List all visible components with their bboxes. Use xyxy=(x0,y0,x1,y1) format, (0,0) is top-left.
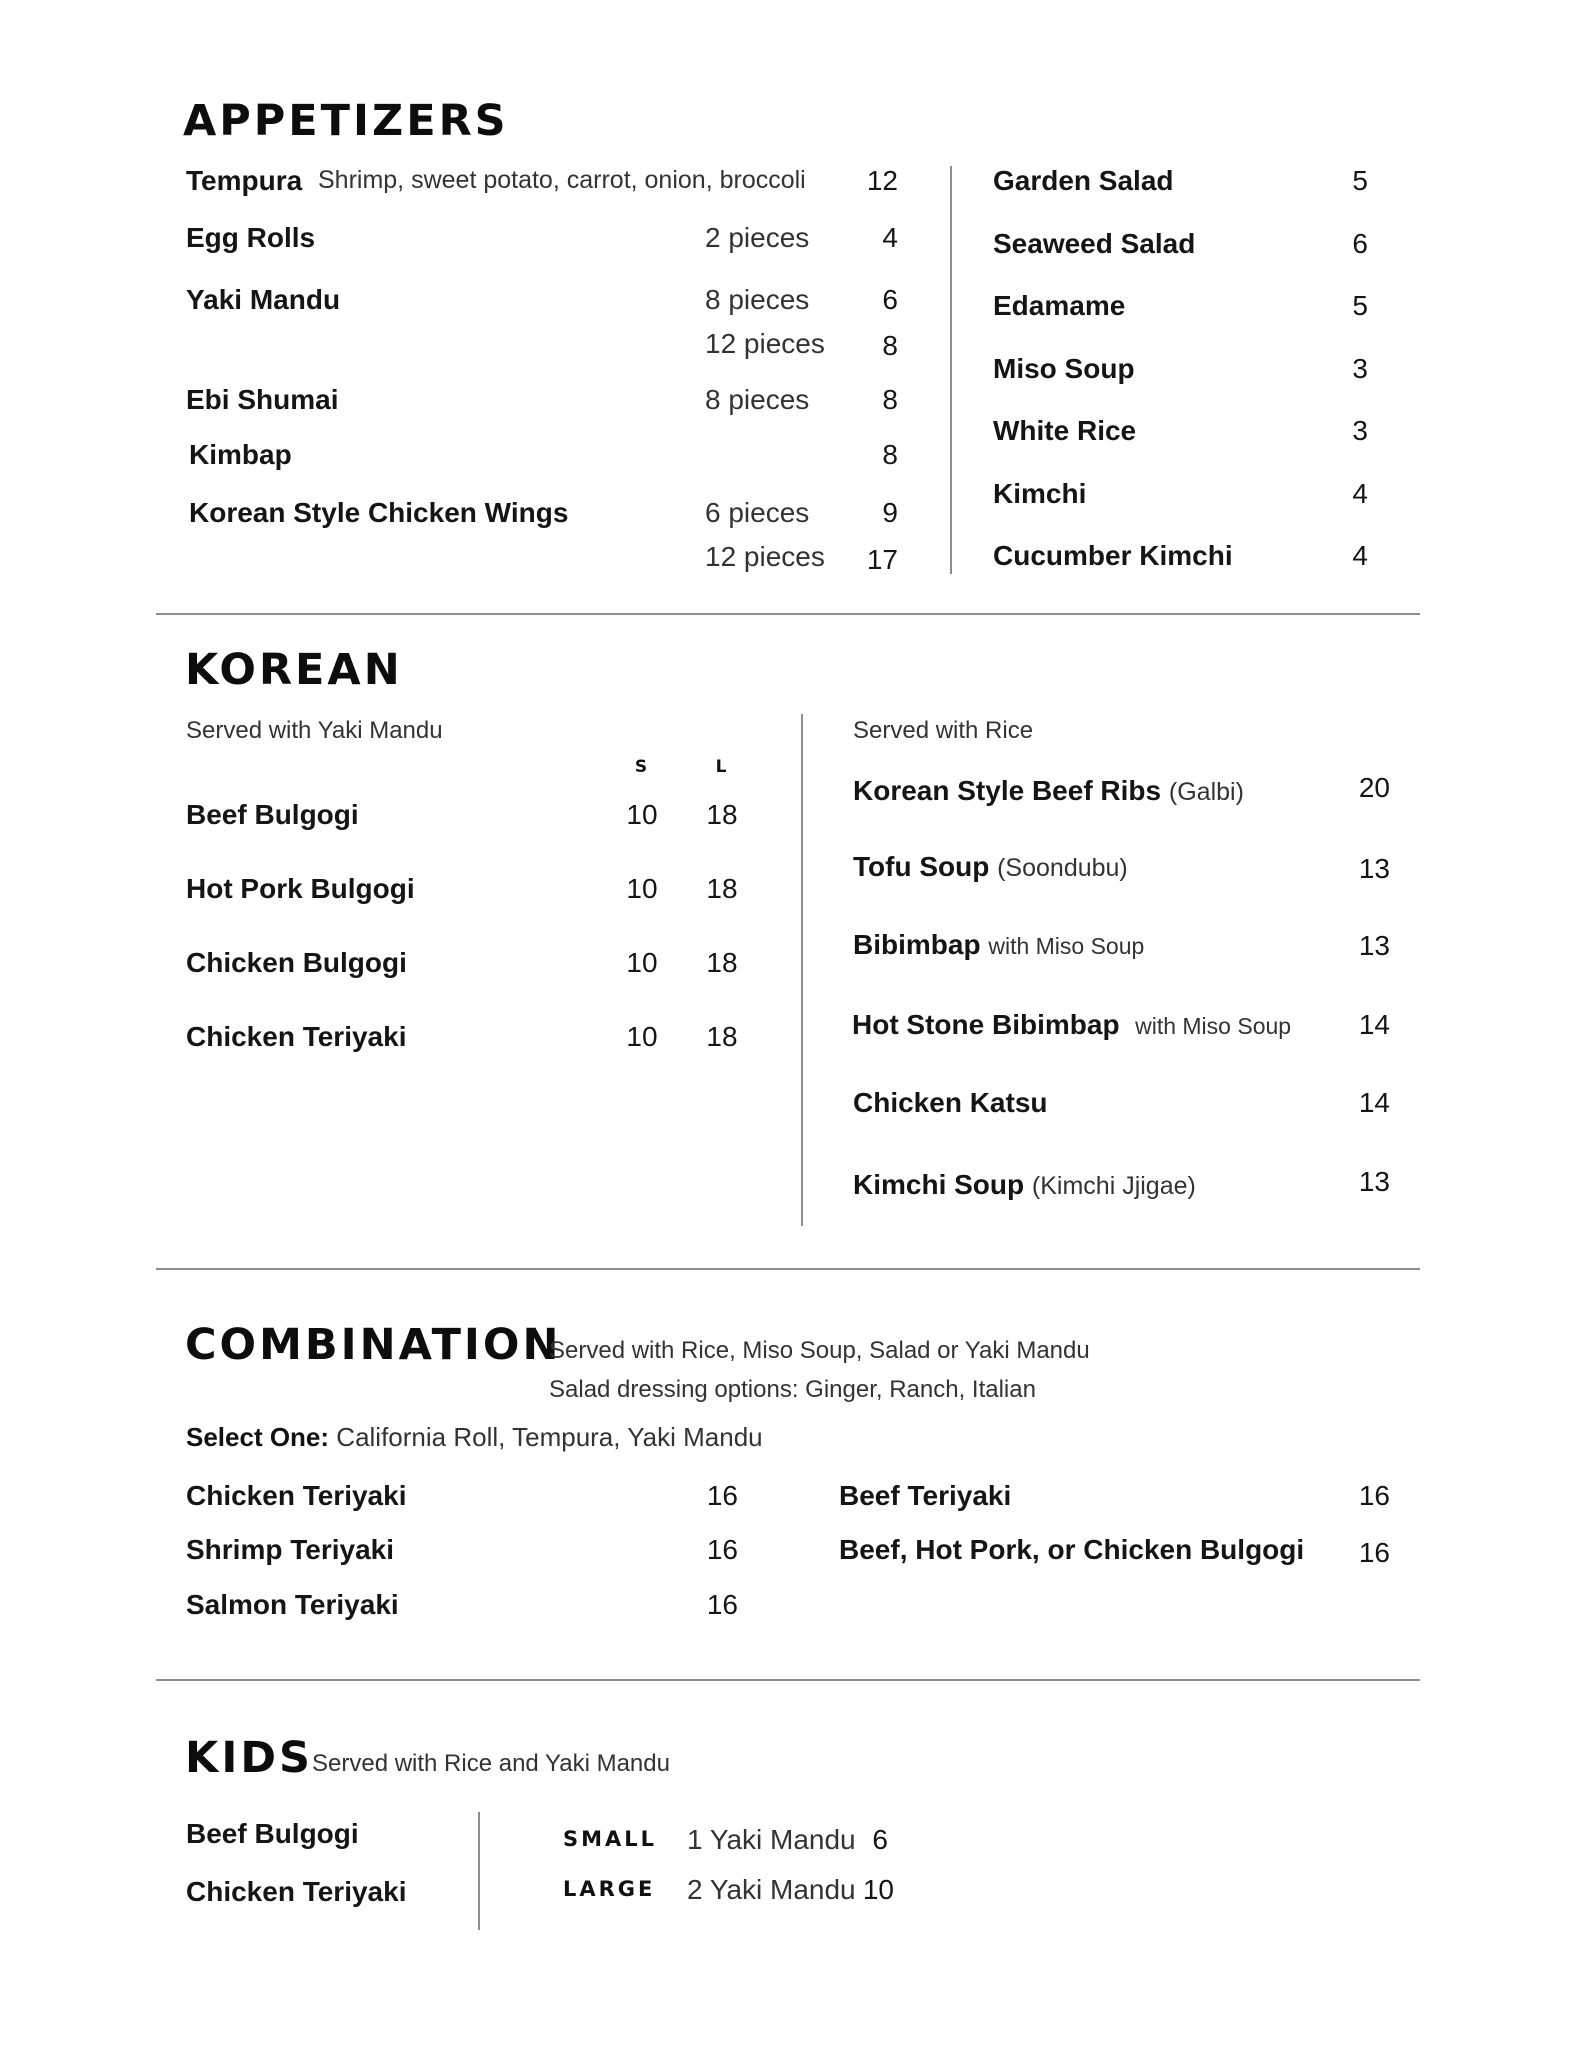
size-small-header: S xyxy=(634,757,650,777)
menu-item-name: Salmon Teriyaki xyxy=(186,1589,399,1620)
section-note: Served with Rice xyxy=(853,717,1034,744)
menu-item-subtitle: with Miso Soup xyxy=(1135,1013,1292,1039)
menu-item-price-small: 10 xyxy=(626,947,658,978)
menu-item-price: 8 xyxy=(882,330,898,361)
kids-title: KIDS xyxy=(185,1733,313,1783)
menu-item-price: 6 xyxy=(882,284,898,315)
section-note: Served with Rice, Miso Soup, Salad or Yaki Mandu xyxy=(549,1337,1090,1364)
menu-item-name: Yaki Mandu xyxy=(186,284,341,315)
menu-item-price: 17 xyxy=(866,544,898,575)
menu-item-name: Hot Pork Bulgogi xyxy=(186,873,415,904)
menu-item-name: Seaweed Salad xyxy=(993,228,1196,259)
menu-item-name: Kimchi Soup xyxy=(853,1169,1025,1200)
menu-item-subtitle: (Kimchi Jjigae) xyxy=(1031,1172,1196,1200)
menu-item-price-large: 18 xyxy=(706,799,738,830)
menu-item-name: Garden Salad xyxy=(993,165,1174,196)
menu-item-price-small: 10 xyxy=(626,799,658,830)
menu-item-name: Korean Style Chicken Wings xyxy=(189,497,569,528)
menu-item-price: 13 xyxy=(1358,1166,1390,1197)
menu-item-name: Chicken Katsu xyxy=(853,1087,1048,1118)
menu-item-price: 16 xyxy=(706,1534,738,1565)
menu-item-name: Hot Stone Bibimbap xyxy=(852,1009,1120,1040)
menu-item-name: Cucumber Kimchi xyxy=(993,540,1233,571)
section-divider xyxy=(156,1679,1420,1681)
menu-item-name: Beef Bulgogi xyxy=(186,799,359,830)
menu-item-price: 5 xyxy=(1352,290,1368,321)
section-note: Served with Yaki Mandu xyxy=(186,717,443,744)
menu-item-portion: 2 pieces xyxy=(705,222,810,253)
menu-item-name: Bibimbap xyxy=(853,929,981,960)
menu-item-name: Chicken Teriyaki xyxy=(186,1021,407,1052)
menu-item-price: 4 xyxy=(1352,478,1368,509)
kids-size-label: LARGE xyxy=(563,1877,656,1901)
menu-item-name: White Rice xyxy=(993,415,1137,446)
menu-item-price: 6 xyxy=(1352,228,1368,259)
appetizers-title: APPETIZERS xyxy=(183,96,509,146)
menu-item-name: Chicken Teriyaki xyxy=(186,1480,407,1511)
kids-size-label: SMALL xyxy=(563,1827,658,1851)
section-note: Salad dressing options: Ginger, Ranch, Italian xyxy=(549,1376,1036,1403)
menu-item-price: 4 xyxy=(1352,540,1368,571)
menu-item-name: Chicken Bulgogi xyxy=(186,947,407,978)
menu-item-price: 20 xyxy=(1358,772,1390,803)
kids-size-price: 10 xyxy=(862,1874,894,1905)
menu-item-price: 16 xyxy=(1358,1537,1390,1568)
menu-item-subtitle: (Galbi) xyxy=(1168,778,1244,806)
column-divider xyxy=(478,1812,480,1930)
menu-item-price: 14 xyxy=(1358,1009,1390,1040)
menu-item-name: Shrimp Teriyaki xyxy=(186,1534,395,1565)
menu-item-price: 12 xyxy=(866,165,898,196)
menu-item-price: 16 xyxy=(706,1480,738,1511)
menu-item-price-large: 18 xyxy=(706,947,738,978)
menu-item-portion: 12 pieces xyxy=(705,328,825,359)
menu-item-portion: 6 pieces xyxy=(705,497,810,528)
menu-item-price-large: 18 xyxy=(706,1021,738,1052)
menu-item-price: 13 xyxy=(1358,930,1390,961)
menu-item-price: 8 xyxy=(882,384,898,415)
menu-item-name: Chicken Teriyaki xyxy=(186,1876,407,1907)
menu-item-price: 14 xyxy=(1358,1087,1390,1118)
korean-title: KOREAN xyxy=(185,645,403,695)
menu-item-name: Ebi Shumai xyxy=(186,384,339,415)
section-divider xyxy=(156,613,1420,615)
menu-item-price: 3 xyxy=(1352,415,1368,446)
kids-size-description: 1 Yaki Mandu xyxy=(687,1824,856,1855)
menu-item-name: Kimbap xyxy=(189,439,292,470)
menu-item-name: Beef Teriyaki xyxy=(839,1480,1012,1511)
menu-item-name: Edamame xyxy=(993,290,1126,321)
menu-item-portion: 8 pieces xyxy=(705,284,810,315)
column-divider xyxy=(801,714,803,1226)
select-one-label: Select One: xyxy=(186,1422,330,1452)
menu-item-price-small: 10 xyxy=(626,873,658,904)
menu-item-price: 4 xyxy=(882,222,898,253)
menu-item-name: Miso Soup xyxy=(993,353,1135,384)
menu-item-name: Beef, Hot Pork, or Chicken Bulgogi xyxy=(839,1534,1305,1565)
combination-title: COMBINATION xyxy=(185,1320,562,1370)
menu-item-name: Egg Rolls xyxy=(186,222,316,253)
menu-item-price: 9 xyxy=(882,497,898,528)
menu-item-name: Beef Bulgogi xyxy=(186,1818,359,1849)
menu-item-price: 3 xyxy=(1352,353,1368,384)
menu-item-description: Shrimp, sweet potato, carrot, onion, broccoli xyxy=(318,166,806,194)
kids-size-price: 6 xyxy=(872,1824,888,1855)
menu-item-price-small: 10 xyxy=(626,1021,658,1052)
menu-item-price-large: 18 xyxy=(706,873,738,904)
kids-size-description: 2 Yaki Mandu xyxy=(687,1874,856,1905)
menu-item-portion: 8 pieces xyxy=(705,384,810,415)
section-note: Served with Rice and Yaki Mandu xyxy=(312,1750,670,1777)
menu-item-price: 16 xyxy=(706,1589,738,1620)
column-divider xyxy=(950,166,952,574)
menu-item-name: Tempura xyxy=(186,165,303,196)
menu-item-name: Korean Style Beef Ribs xyxy=(853,775,1162,806)
menu-item-price: 13 xyxy=(1358,853,1390,884)
menu-item-name: Kimchi xyxy=(993,478,1087,509)
menu-item-subtitle: with Miso Soup xyxy=(988,933,1145,959)
size-large-header: L xyxy=(715,757,729,777)
menu-item-portion: 12 pieces xyxy=(705,541,825,572)
select-one-options: California Roll, Tempura, Yaki Mandu xyxy=(336,1422,763,1452)
section-divider xyxy=(156,1268,1420,1270)
menu-item-subtitle: (Soondubu) xyxy=(997,854,1128,882)
menu-item-price: 16 xyxy=(1358,1480,1390,1511)
menu-item-price: 8 xyxy=(882,439,898,470)
menu-item-name: Tofu Soup xyxy=(853,851,990,882)
menu-item-price: 5 xyxy=(1352,165,1368,196)
